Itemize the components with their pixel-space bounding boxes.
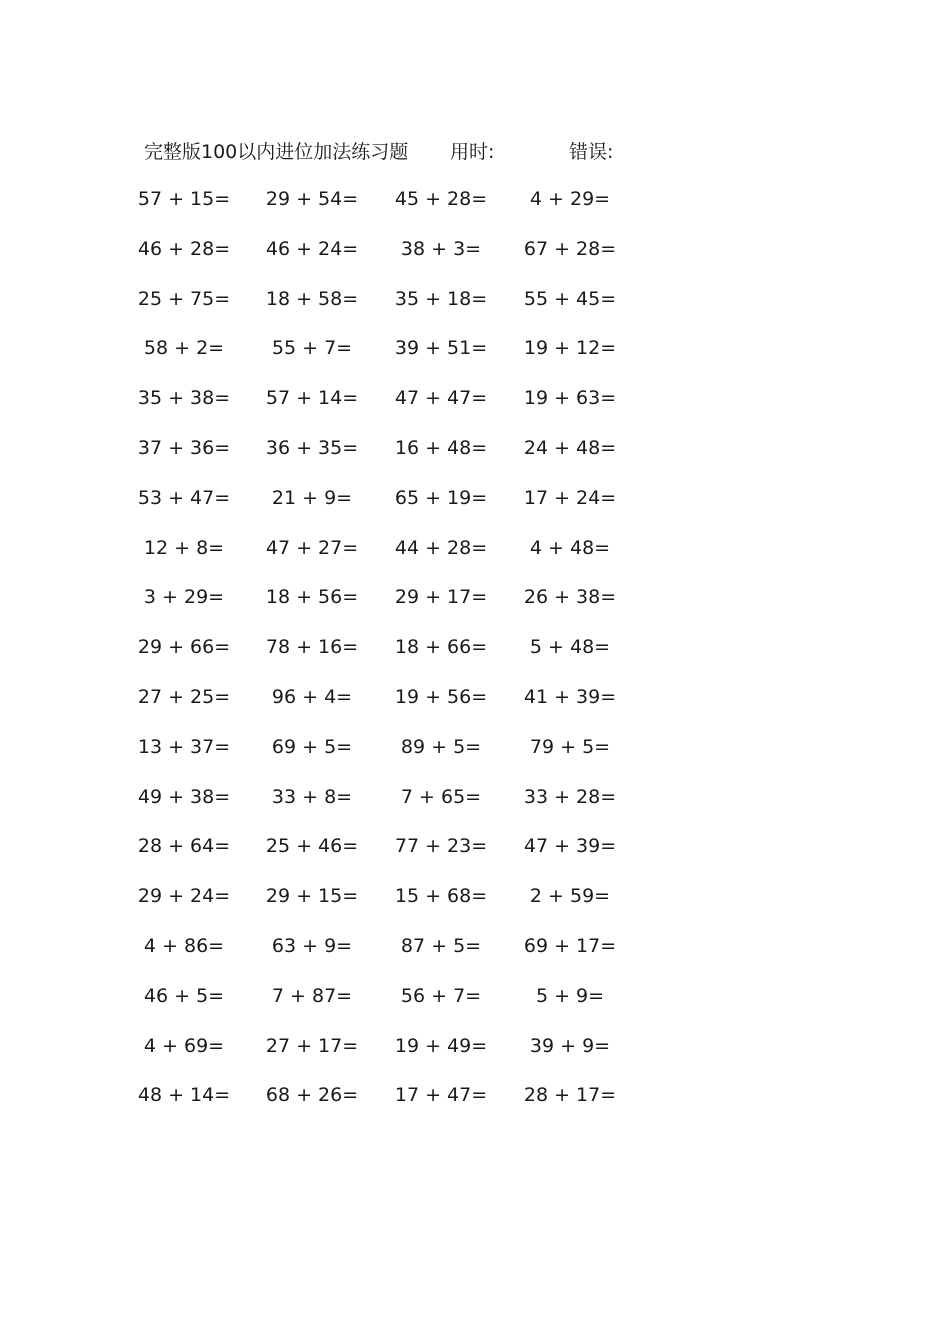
addition-problem: 48 + 14= xyxy=(137,1084,231,1107)
addition-problem: 29 + 66= xyxy=(137,636,231,659)
addition-problem: 57 + 14= xyxy=(265,387,359,410)
addition-problem: 77 + 23= xyxy=(394,835,488,858)
addition-problem: 19 + 12= xyxy=(523,337,617,360)
problem-row xyxy=(0,733,950,783)
addition-problem: 46 + 24= xyxy=(265,237,359,260)
addition-problem: 5 + 9= xyxy=(535,984,605,1007)
addition-problem: 65 + 19= xyxy=(394,486,488,509)
addition-problem: 39 + 9= xyxy=(529,1034,611,1057)
problem-row xyxy=(0,583,950,633)
addition-problem: 17 + 47= xyxy=(394,1084,488,1107)
problem-row xyxy=(0,982,950,1032)
addition-problem: 4 + 69= xyxy=(143,1034,225,1057)
addition-problem: 89 + 5= xyxy=(400,735,482,758)
problem-row xyxy=(0,1081,950,1131)
problem-row xyxy=(0,484,950,534)
addition-problem: 37 + 36= xyxy=(137,436,231,459)
worksheet-header xyxy=(0,137,950,165)
addition-problem: 16 + 48= xyxy=(394,436,488,459)
addition-problem: 69 + 5= xyxy=(271,735,353,758)
addition-problem: 28 + 64= xyxy=(137,835,231,858)
problem-row xyxy=(0,633,950,683)
error-label: 错误: xyxy=(569,141,614,163)
addition-problem: 35 + 18= xyxy=(394,287,488,310)
addition-problem: 35 + 38= xyxy=(137,387,231,410)
addition-problem: 41 + 39= xyxy=(523,685,617,708)
addition-problem: 5 + 48= xyxy=(529,636,611,659)
addition-problem: 57 + 15= xyxy=(137,188,231,210)
problem-row xyxy=(0,185,950,235)
addition-problem: 18 + 66= xyxy=(394,636,488,659)
addition-problem: 4 + 86= xyxy=(143,934,225,957)
addition-problem: 26 + 38= xyxy=(523,586,617,609)
addition-problem: 29 + 54= xyxy=(265,188,359,210)
problem-grid xyxy=(0,185,950,1131)
problem-row xyxy=(0,384,950,434)
addition-problem: 44 + 28= xyxy=(394,536,488,559)
addition-problem: 25 + 75= xyxy=(137,287,231,310)
addition-problem: 78 + 16= xyxy=(265,636,359,659)
addition-problem: 69 + 17= xyxy=(523,934,617,957)
addition-problem: 19 + 49= xyxy=(394,1034,488,1057)
addition-problem: 96 + 4= xyxy=(271,685,353,708)
addition-problem: 33 + 8= xyxy=(271,785,353,808)
problem-row xyxy=(0,235,950,285)
addition-problem: 4 + 48= xyxy=(529,536,611,559)
addition-problem: 67 + 28= xyxy=(523,237,617,260)
addition-problem: 56 + 7= xyxy=(400,984,482,1007)
addition-problem: 25 + 46= xyxy=(265,835,359,858)
problem-row xyxy=(0,783,950,833)
addition-problem: 3 + 29= xyxy=(143,586,225,609)
addition-problem: 29 + 17= xyxy=(394,586,488,609)
addition-problem: 17 + 24= xyxy=(523,486,617,509)
addition-problem: 33 + 28= xyxy=(523,785,617,808)
problem-row xyxy=(0,683,950,733)
problem-row xyxy=(0,434,950,484)
addition-problem: 29 + 24= xyxy=(137,885,231,908)
problem-row xyxy=(0,1032,950,1082)
problem-row xyxy=(0,882,950,932)
worksheet-title: 完整版100以内进位加法练习题 xyxy=(144,141,409,163)
addition-problem: 7 + 87= xyxy=(271,984,353,1007)
problem-row xyxy=(0,832,950,882)
addition-problem: 28 + 17= xyxy=(523,1084,617,1107)
addition-problem: 46 + 5= xyxy=(143,984,225,1007)
addition-problem: 27 + 17= xyxy=(265,1034,359,1057)
addition-problem: 58 + 2= xyxy=(143,337,225,360)
addition-problem: 19 + 56= xyxy=(394,685,488,708)
addition-problem: 49 + 38= xyxy=(137,785,231,808)
addition-problem: 53 + 47= xyxy=(137,486,231,509)
time-label: 用时: xyxy=(450,141,495,163)
addition-problem: 36 + 35= xyxy=(265,436,359,459)
addition-problem: 63 + 9= xyxy=(271,934,353,957)
addition-problem: 47 + 39= xyxy=(523,835,617,858)
addition-problem: 2 + 59= xyxy=(529,885,611,908)
addition-problem: 47 + 27= xyxy=(265,536,359,559)
addition-problem: 15 + 68= xyxy=(394,885,488,908)
problem-row xyxy=(0,534,950,584)
addition-problem: 38 + 3= xyxy=(400,237,482,260)
addition-problem: 47 + 47= xyxy=(394,387,488,410)
addition-problem: 29 + 15= xyxy=(265,885,359,908)
addition-problem: 46 + 28= xyxy=(137,237,231,260)
problem-row xyxy=(0,932,950,982)
addition-problem: 27 + 25= xyxy=(137,685,231,708)
addition-problem: 45 + 28= xyxy=(394,188,488,210)
problem-row xyxy=(0,285,950,335)
addition-problem: 24 + 48= xyxy=(523,436,617,459)
addition-problem: 12 + 8= xyxy=(143,536,225,559)
addition-problem: 68 + 26= xyxy=(265,1084,359,1107)
addition-problem: 13 + 37= xyxy=(137,735,231,758)
addition-problem: 18 + 58= xyxy=(265,287,359,310)
addition-problem: 21 + 9= xyxy=(271,486,353,509)
addition-problem: 55 + 45= xyxy=(523,287,617,310)
addition-problem: 19 + 63= xyxy=(523,387,617,410)
addition-problem: 18 + 56= xyxy=(265,586,359,609)
addition-problem: 87 + 5= xyxy=(400,934,482,957)
addition-problem: 55 + 7= xyxy=(271,337,353,360)
addition-problem: 7 + 65= xyxy=(400,785,482,808)
addition-problem: 79 + 5= xyxy=(529,735,611,758)
addition-problem: 39 + 51= xyxy=(394,337,488,360)
addition-problem: 4 + 29= xyxy=(529,188,611,210)
problem-row xyxy=(0,334,950,384)
